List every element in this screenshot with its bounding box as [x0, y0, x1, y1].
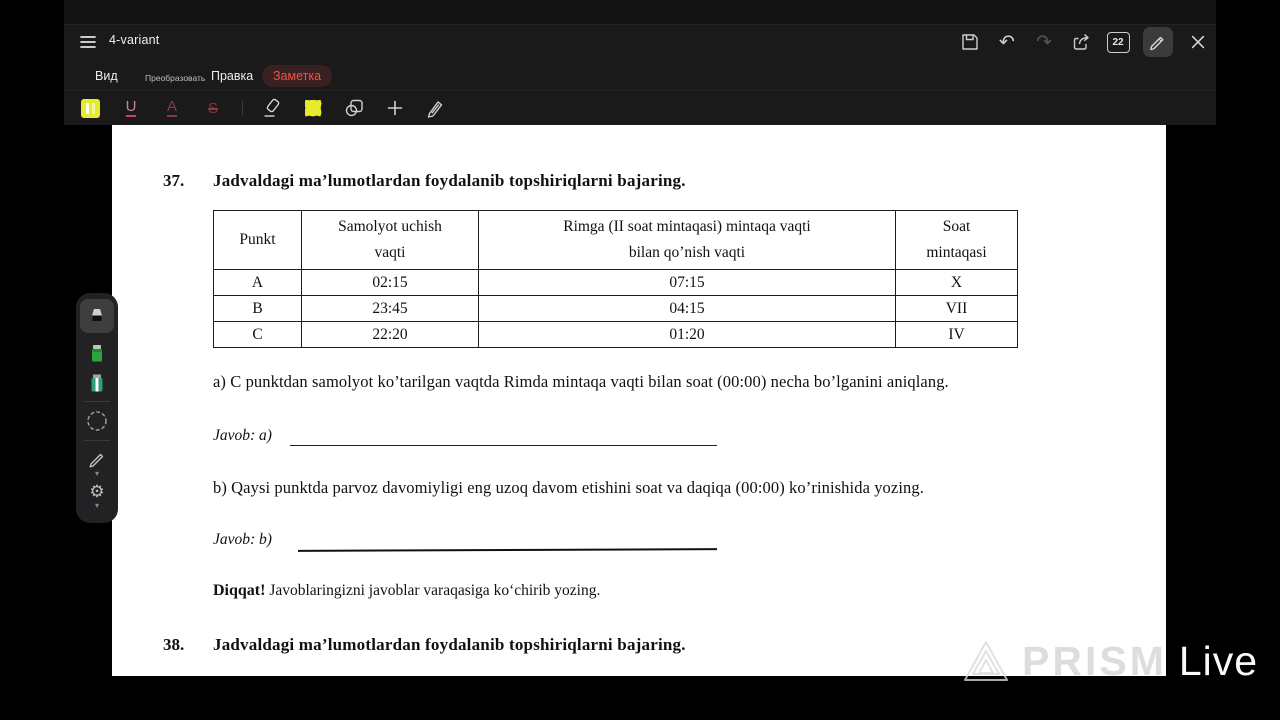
col-header-uchish-vaqti: Samolyot uchish vaqti	[302, 211, 479, 270]
menu-item-edit[interactable]: Правка	[209, 65, 255, 87]
javob-a-label: Javob: a)	[213, 427, 272, 444]
highlight-text-icon	[81, 99, 100, 118]
palette-divider	[84, 401, 110, 402]
chrome-top-strip	[64, 0, 1216, 25]
cell-uchish: 02:15	[302, 270, 479, 296]
copy-shape-tool[interactable]	[342, 95, 366, 121]
share-button[interactable]	[1069, 29, 1093, 55]
redo-button[interactable]	[1032, 29, 1056, 55]
chevron-down-icon: ▾	[94, 469, 99, 478]
document-page[interactable]	[112, 125, 1166, 676]
annotation-toolbar	[64, 90, 1216, 125]
eraser-tool[interactable]	[260, 95, 284, 121]
close-button[interactable]	[1186, 29, 1210, 55]
palette-divider	[84, 440, 110, 441]
underline-icon: U	[125, 98, 137, 115]
cell-mintaqa: VII	[896, 296, 1018, 322]
watermark-suffix: Live	[1178, 637, 1259, 684]
table-row	[214, 296, 1018, 322]
green-marker-icon	[85, 341, 109, 365]
page-count-button[interactable]	[1106, 29, 1130, 55]
col-header-qonish-vaqti: Rimga (II soat mintaqasi) mintaqa vaqti bilan qo’nish vaqti	[479, 211, 896, 270]
cell-mintaqa: X	[896, 270, 1018, 296]
plus-icon	[385, 98, 405, 118]
flight-table	[213, 210, 1018, 348]
menu-item-convert[interactable]: Преобразовать	[143, 69, 207, 87]
top-chrome	[64, 0, 1216, 125]
signature-stamp-icon	[425, 97, 447, 119]
attention-note	[213, 582, 600, 600]
highlighter-tape-tool[interactable]	[80, 371, 114, 395]
cell-mintaqa: IV	[896, 322, 1018, 348]
answer-line-b	[298, 548, 717, 552]
question-37-title: Jadvaldagi ma’lumotlardan foydalanib topshiriqlarni bajaring.	[213, 171, 686, 190]
cell-qonish: 04:15	[479, 296, 896, 322]
question-37-number: 37.	[163, 171, 185, 190]
cell-punkt: B	[214, 296, 302, 322]
gear-icon: ⚙	[89, 482, 105, 502]
document-title: 4-variant	[109, 33, 160, 47]
tool-palette	[76, 293, 118, 523]
cell-uchish: 23:45	[302, 296, 479, 322]
attention-note-bold: Diqqat!	[213, 582, 266, 599]
chevron-down-icon: ▾	[94, 501, 99, 510]
menu-item-view[interactable]: Вид	[93, 65, 120, 87]
hamburger-icon	[77, 32, 99, 52]
green-marker-tool[interactable]	[80, 341, 114, 365]
marker-pen-tool[interactable]	[80, 299, 114, 333]
edit-pen-icon	[1148, 32, 1168, 52]
menu-button[interactable]	[77, 32, 99, 52]
menu-bar	[64, 60, 1216, 90]
pencil-icon	[86, 447, 108, 469]
title-actions	[958, 24, 1210, 60]
sticky-note-icon	[305, 100, 322, 117]
question-38-number: 38.	[163, 635, 185, 654]
marker-pen-icon	[85, 304, 109, 328]
col-header-soat-mintaqasi: Soat mintaqasi	[896, 211, 1018, 270]
copy-shape-icon	[343, 97, 365, 119]
undo-icon: ↶	[999, 30, 1015, 53]
lasso-icon	[84, 408, 110, 434]
toolbar-divider	[242, 100, 243, 116]
settings-tool[interactable]	[80, 484, 114, 501]
highlight-text-tool[interactable]	[78, 95, 102, 121]
table-header-row	[214, 211, 1018, 270]
save-button[interactable]	[958, 29, 982, 55]
title-bar	[64, 24, 1216, 60]
cell-punkt: A	[214, 270, 302, 296]
question-38-title: Jadvaldagi ma’lumotlardan foydalanib topshiriqlarni bajaring.	[213, 635, 686, 654]
javob-b-label: Javob: b)	[213, 531, 272, 548]
edit-pen-button[interactable]	[1143, 27, 1173, 57]
sticky-note-tool[interactable]	[301, 95, 325, 121]
col-header-punkt: Punkt	[214, 211, 302, 270]
share-icon	[1070, 31, 1092, 53]
cell-qonish: 01:20	[479, 322, 896, 348]
eraser-icon	[261, 97, 283, 119]
part-b-text: b) Qaysi punktda parvoz davomiyligi eng uzoq davom etishini soat va daqiqa (00:00) ko’rinishida yozing.	[213, 478, 924, 497]
lasso-select-tool[interactable]	[80, 408, 114, 434]
signature-stamp-tool[interactable]	[424, 95, 448, 121]
strikethrough-tool[interactable]	[201, 95, 225, 121]
strikethrough-icon: S	[207, 99, 218, 117]
menu-item-note[interactable]: Заметка	[262, 65, 332, 87]
page-count-badge: 22	[1107, 32, 1130, 53]
attention-note-text: Javoblaringizni javoblar varaqasiga koʻchirib yozing.	[265, 582, 601, 599]
table-row	[214, 322, 1018, 348]
redo-icon: ↷	[1036, 30, 1052, 53]
part-a-text: a) C punktdan samolyot ko’tarilgan vaqtda Rimda mintaqa vaqti bilan soat (00:00) necha bo’lganini aniqlang.	[213, 372, 949, 391]
save-icon	[960, 32, 980, 52]
pencil-tool[interactable]	[80, 447, 114, 469]
cell-uchish: 22:20	[302, 322, 479, 348]
cell-qonish: 07:15	[479, 270, 896, 296]
cell-punkt: C	[214, 322, 302, 348]
watermark-brand: PRISM	[1022, 637, 1167, 684]
undo-button[interactable]	[995, 29, 1019, 55]
highlighter-tape-icon	[85, 371, 109, 395]
squiggly-underline-tool[interactable]	[160, 95, 184, 121]
underline-tool[interactable]	[119, 95, 143, 121]
add-tool[interactable]	[383, 95, 407, 121]
answer-line-a	[290, 445, 717, 446]
table-row	[214, 270, 1018, 296]
close-icon	[1189, 33, 1207, 51]
squiggly-underline-icon: A	[166, 98, 177, 115]
